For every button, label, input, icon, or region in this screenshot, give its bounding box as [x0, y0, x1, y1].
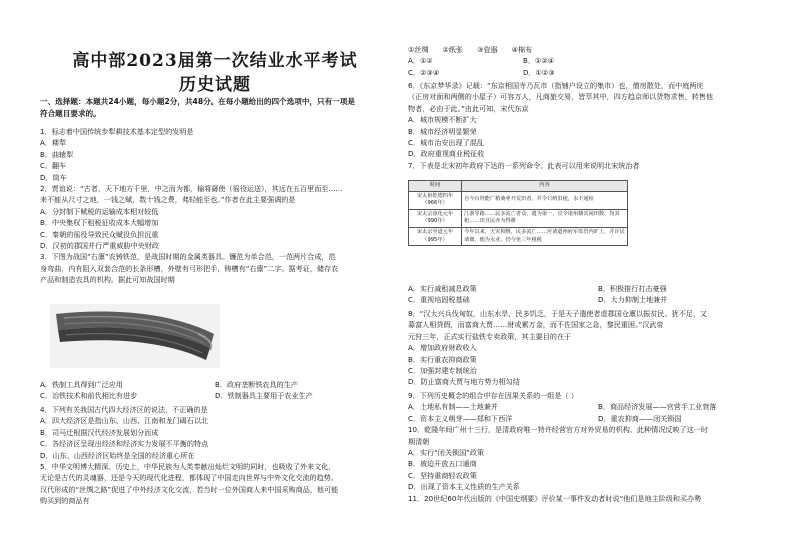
option-c: C．②③④ — [408, 67, 440, 77]
option-b: B．政府垄断铁农具的生产 — [215, 380, 298, 389]
table-cell: 自今百姓能广植桑枣开荒田者，并令只纳旧租，永不通检 — [462, 191, 628, 209]
text-line: 购买到的商品有 — [40, 496, 90, 506]
exam-title: 高中部2023届第一次结业水平考试 — [72, 51, 358, 71]
text-line: D．汉初的郡国并行严重威胁中央财政 — [40, 241, 159, 251]
text-line: （正房对面和两侧的小屋子）可容万人，凡商旅交易，皆萃其中，四方趋京师以货物求售、转售他 — [408, 92, 714, 102]
item-2: ②纸张 — [442, 45, 464, 54]
right-column — [408, 0, 788, 560]
text-line: 2．贾谊说：“古者，天下地方千里，中之而为都，输将繇使（徭役运送），其远在五百里而至…… — [40, 184, 343, 194]
table-cell: 今年以来，天灾相继，民多流亡……应诸道州府军监管内旷土，并许民请佃，便为永业，仍与免三年租税 — [462, 227, 628, 245]
section-header — [40, 96, 390, 120]
option-b: B．①②④ — [523, 56, 555, 66]
option-d: D．重农抑商——闭关锁国 — [598, 413, 682, 423]
option-row — [408, 401, 788, 412]
table-row — [409, 209, 628, 227]
option-row — [408, 283, 788, 294]
text-line: 7．下表是北宋初年政府下达的一系列命令。此表可以用来说明北宋统治者 — [408, 160, 640, 170]
table-row — [409, 191, 628, 209]
text-line: C．城市治安出现了混乱 — [408, 138, 484, 148]
option-row — [40, 379, 390, 390]
text-line: 元狩三年，正式实行盐铁专卖政策，其主要目的在于 — [408, 331, 572, 341]
item-3: ③瓷器 — [477, 45, 498, 54]
text-line: 身弯曲，内有阻入双套合范的长条形槽，外壁有弓形把手，铸槽有“右廪”二字。据考证，储存农 — [40, 263, 339, 273]
section-header-line: 一、选择题：本题共24小题，每小题2分，共48分。在每小题给出的四个选项中，只有一项是 — [40, 97, 355, 106]
table-cell: 江浙等路……民多流亡者众，遣为第一，宜令诸州籍其闲田数，均其租……田且民亦为得耕 — [462, 209, 628, 227]
option-d: D．大力抑制土地兼并 — [598, 295, 668, 305]
text-line: D．筒车 — [40, 172, 67, 182]
option-a: A．土地私有制——土地兼并 — [408, 402, 498, 412]
text-line: 募富人相贷假，而富商大贾……财或累万金，而不佐国家之急，黎民重困。”汉武帝 — [408, 320, 664, 330]
text-line: A．城市规模不断扩大 — [408, 115, 477, 125]
text-line: B．曲辕犁 — [40, 149, 74, 159]
q7-options — [408, 283, 788, 306]
q5-items — [408, 44, 788, 55]
table-header: 内容 — [462, 181, 628, 192]
option-c: C．重视培固税基础 — [408, 295, 470, 305]
option-c: C．冶铁技术和前代相比有进步 — [40, 391, 138, 401]
table-header-row — [409, 181, 628, 192]
text-line: C．翻车 — [40, 161, 67, 171]
text-line: B．实行重农抑商政策 — [408, 354, 477, 364]
text-line: A．实行“闭关锁国”政策 — [408, 448, 485, 458]
text-line: 11．20世纪60年代出版的《中国史纲要》评价某一事件发动者时说“他们是地主阶级和买办勢 — [408, 493, 702, 503]
text-line: 8．“汉大兴兵伐匈奴，山东水旱，民多饥乏，于是天子遣使者虚郡国仓廪以振贫民。犹不足，又 — [408, 309, 708, 318]
text-line: A．分封制下赋税的运输成本相对较低 — [40, 206, 159, 216]
iron-mold-photo — [50, 304, 220, 368]
text-line: 物者，必由于此。”由此可知，宋代东京 — [408, 103, 529, 113]
exam-subtitle: 历史试题 — [179, 75, 251, 95]
questions-1-3 — [40, 126, 390, 286]
option-d: D．铁制器具主要用于农业生产 — [215, 391, 313, 401]
option-row — [408, 294, 788, 305]
text-line: B．城市经济明显繁荣 — [408, 126, 477, 136]
text-line: D．出现了资本主义性质的生产关系 — [408, 482, 520, 492]
item-4: ④棉布 — [511, 45, 533, 54]
option-b: B．商品经济发展——官营手工业衰落 — [598, 402, 717, 412]
text-line: A．增加政府财政收入 — [408, 343, 477, 353]
q5-options — [408, 44, 788, 78]
text-line: D．防止富商大贾与地方势力相勾结 — [408, 377, 520, 387]
text-line: C．加强封建专制统治 — [408, 366, 477, 376]
table-cell: 宋太宗淳化元年（990年） — [409, 209, 462, 227]
text-line: 汉代形成的“丝绸之路”促进了中外经济文化交流，若当时一位外国商人来中国采购商品，他可能 — [40, 484, 339, 494]
text-line: 来不能从尺寸之地，一钱之赋，数十钱之费，弗轻能至也。”作者在此主要强调的是 — [40, 195, 296, 205]
option-row — [408, 67, 638, 78]
text-line: 无论是古代的灵魂器，还是今天的现代化进程，都体现了中国走向世界与中外文化交流的趋势。 — [40, 473, 338, 483]
question-8 — [408, 308, 788, 388]
text-line: 5．中华文明博大精深。历史上，中华民族为人类奉献出灿烂文明的同时，也吸收了外来文化， — [40, 462, 336, 472]
text-line: D．政府重视商业税征收 — [408, 149, 485, 159]
option-d: D．①②③ — [523, 67, 555, 77]
table-row — [409, 227, 628, 245]
table-cell: 宋太祖乾德四年（966年） — [409, 191, 462, 209]
q3-options — [40, 379, 390, 402]
text-line: D．山东、山西经济区始终是全国的经济重心所在 — [40, 450, 195, 460]
text-line: 4．下列有关我国古代四大经济区的说法，不正确的是 — [40, 405, 208, 414]
text-line: 1．标志着中国传统步犁耕技术基本定型的发明是 — [40, 127, 194, 136]
text-line: 3．下图为战国“右廪”农铸铁范，是战国时期的金属类器具。镰范为单合范，一范两片合成，范 — [40, 252, 336, 262]
text-line: C．坚持重商轻农政策 — [408, 470, 477, 480]
text-line: C．秦朝的徭役导致民众赋役负担沉重 — [40, 229, 159, 239]
text-line: 期清朝 — [408, 436, 430, 446]
item-1: ①丝绸 — [408, 45, 429, 54]
text-line: 6．《东京梦华录》记载：“东京相国寺乃瓦市（指铺户设立的集市）也，僧房散处，而中庭两庑 — [408, 81, 704, 90]
option-row — [40, 390, 390, 401]
option-row — [408, 413, 788, 424]
text-line: 产品和制造农具的机构。据此可知战国时期 — [40, 275, 175, 285]
text-line: C．各经济区呈现出经济和经济实力发展不平衡的特点 — [40, 439, 209, 449]
option-a: A．①② — [408, 56, 433, 66]
table-cell: 宋太宗至道元年（995年） — [409, 227, 462, 245]
questions-9-11 — [408, 390, 788, 504]
text-line: B．中央集权下租税征收成本大幅增加 — [40, 218, 159, 228]
text-line: 9．下列历史概念的组合中存在因果关系的一组是（ ） — [408, 391, 578, 400]
text-line: A．耧犁 — [40, 138, 67, 148]
option-b: B．积极推行打击豪强 — [598, 284, 667, 293]
edicts-table — [408, 180, 628, 246]
option-row — [408, 55, 638, 66]
option-a: A．实行减租减息政策 — [408, 284, 477, 293]
questions-4-5 — [40, 404, 390, 507]
option-c: C．资本主义萌芽——郑和下西洋 — [408, 413, 513, 423]
text-line: A．四大经济区是指山东、山西、江南和龙门碣石以北 — [40, 416, 209, 426]
questions-6-7 — [408, 80, 788, 171]
option-a: A．铁制工具得到广泛应用 — [40, 380, 123, 389]
table-header: 时间 — [409, 181, 462, 192]
left-column — [40, 0, 390, 560]
text-line: B．司马迁根据汉代经济发展划分而成 — [40, 427, 159, 437]
section-header-line: 符合题目要求的。 — [40, 109, 101, 118]
text-line: B．被迫开放五口通商 — [408, 459, 477, 469]
text-line: 10．乾隆年间广州十三行，是清政府唯一特许经营官方对外贸易的机构。此种情况反映了这一时 — [408, 425, 708, 435]
